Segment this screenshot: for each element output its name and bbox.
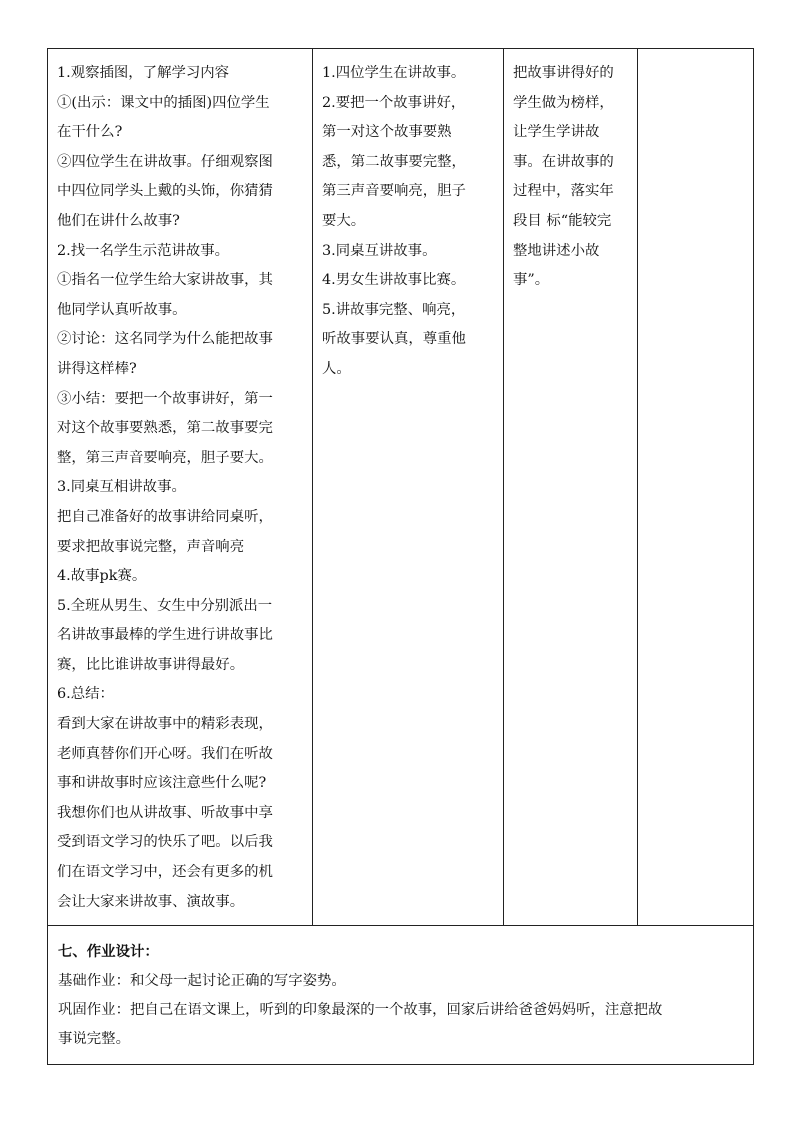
homework-cell [48,926,754,1065]
design-intent-line: 学生做为榜样， [513,94,614,111]
student-activity-line: 第三声音要响亮，胆子 [322,183,466,200]
teacher-activity-line: 事和讲故事时应该注意些什么呢? [57,775,267,792]
teacher-activity-line: 3.同桌互相讲故事。 [57,479,186,496]
homework-basic: 基础作业：和父母一起讨论正确的写字姿势。 [58,973,346,990]
student-activity-line: 悉，第二故事要完整， [322,153,466,170]
teacher-activity-line: ②四位学生在讲故事。仔细观察图 [57,153,273,170]
teacher-activity-line: 们在语文学习中，还会有更多的机 [57,864,273,881]
teacher-activity-line: 整，第三声音要响亮，胆子要大。 [57,449,273,466]
teacher-activity-line: 他同学认真听故事。 [57,301,187,318]
teacher-activity-line: ③小结：要把一个故事讲好，第一 [57,390,273,407]
teacher-activity-line: 他们在讲什么故事? [57,212,180,229]
homework-title: 七、作业设计： [58,944,159,961]
teacher-activity-line: 我想你们也从讲故事、听故事中享 [57,804,273,821]
design-intent-line: 把故事讲得好的 [513,65,614,81]
teacher-activity-line: 名讲故事最棒的学生进行讲故事比 [57,627,273,644]
student-activity-line: 第一对这个故事要熟 [322,124,452,141]
teacher-activity-line: 1.观察插图，了解学习内容 [57,65,230,81]
teacher-activity-line: 赛，比比谁讲故事讲得最好。 [57,656,245,673]
teacher-activity-line: 讲得这样棒? [57,360,137,377]
design-intent-line: 事。在讲故事的 [513,153,614,170]
student-activity-line: 要大。 [322,212,366,229]
design-intent-line: 事”。 [513,272,550,289]
teacher-activity-line: 在干什么? [57,124,123,141]
design-intent-line: 让学生学讲故 [513,124,600,141]
student-activity-line: 2.要把一个故事讲好， [322,94,466,111]
student-activity-cell [313,49,504,926]
student-activity-line: 听故事要认真，尊重他 [322,331,466,348]
teacher-activity-text [57,59,303,917]
teacher-activity-line: 对这个故事要熟悉，第二故事要完 [57,420,273,437]
teacher-activity-line: 把自己准备好的故事讲给同桌听， [57,508,273,525]
teacher-activity-cell [48,49,313,926]
homework-consolidate-line-2: 事说完整。 [58,1031,130,1048]
notes-cell [638,49,754,926]
student-activity-line: 5.讲故事完整、响亮， [322,301,466,318]
student-activity-line: 1.四位学生在讲故事。 [322,65,466,81]
homework-row [48,926,754,1065]
teacher-activity-line: ①指名一位学生给大家讲故事，其 [57,272,273,289]
teacher-activity-line: ①(出示：课文中的插图)四位学生 [57,94,270,111]
teaching-process-row [48,49,754,926]
student-activity-line: 3.同桌互讲故事。 [322,242,437,259]
teacher-activity-line: 4.故事pk赛。 [57,568,147,585]
teacher-activity-line: 要求把故事说完整，声音响亮 [57,538,245,555]
design-intent-text [513,59,628,296]
teacher-activity-line: 老师真替你们开心呀。我们在听故 [57,745,273,762]
homework-consolidate-line-1: 巩固作业：把自己在语文课上，听到的印象最深的一个故事，回家后讲给爸爸妈妈听，注意把故 [58,1002,663,1019]
student-activity-text [322,59,494,385]
teacher-activity-line: 受到语文学习的快乐了吧。以后我 [57,834,273,851]
teacher-activity-line: 2.找一名学生示范讲故事。 [57,242,230,259]
teacher-activity-line: 6.总结： [57,686,114,703]
design-intent-line: 段目 标“能较完 [513,212,612,229]
teacher-activity-line: ②讨论：这名同学为什么能把故事 [57,331,273,348]
teacher-activity-line: 5.全班从男生、女生中分别派出一 [57,597,273,614]
design-intent-cell [504,49,638,926]
design-intent-line: 过程中，落实年 [513,183,614,200]
student-activity-line: 4.男女生讲故事比赛。 [322,272,466,289]
teacher-activity-line: 看到大家在讲故事中的精彩表现， [57,716,273,733]
lesson-plan-table [47,48,754,1065]
teacher-activity-line: 中四位同学头上戴的头饰，你猜猜 [57,183,273,200]
student-activity-line: 人。 [322,360,351,377]
teacher-activity-line: 会让大家来讲故事、演故事。 [57,893,245,910]
design-intent-line: 整地讲述小故 [513,242,600,259]
